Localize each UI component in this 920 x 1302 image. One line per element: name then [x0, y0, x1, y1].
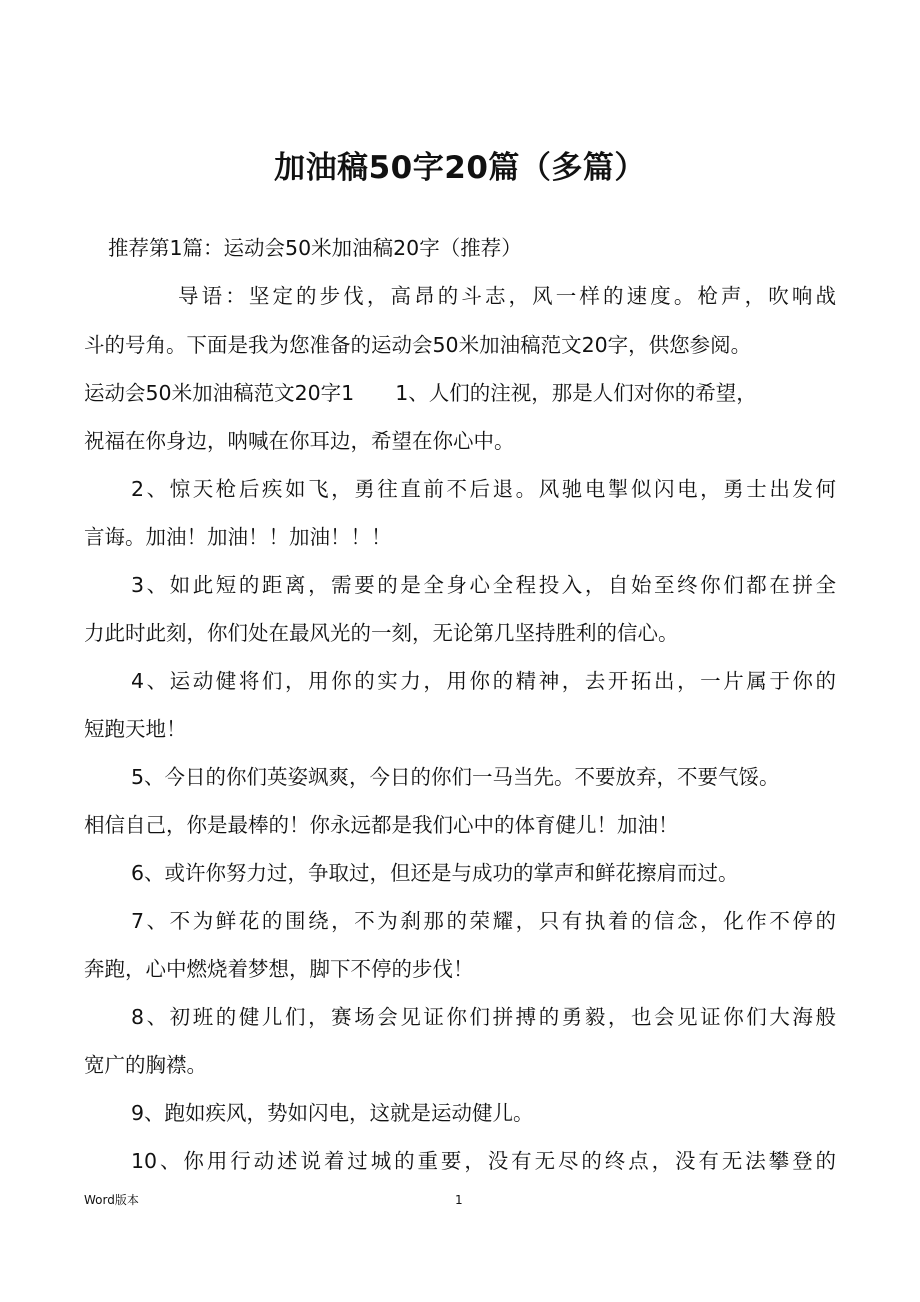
body-line: 导语：坚定的步伐，高昂的斗志，风一样的速度。枪声，吹响战 [178, 284, 836, 308]
paragraph-8-line-2: 宽广的胸襟。 [84, 1053, 207, 1077]
paragraph-4-line-2: 短跑天地！ [84, 717, 187, 741]
recommend-heading: 推荐第1篇：运动会50米加油稿20字（推荐） [108, 236, 522, 260]
paragraph-7-line-2: 奔跑，心中燃烧着梦想，脚下不停的步伐！ [84, 957, 474, 981]
body-line: 祝福在你身边，呐喊在你耳边，希望在你心中。 [84, 429, 515, 453]
paragraph-5-line-2: 相信自己，你是最棒的！你永远都是我们心中的体育健儿！加油！ [84, 813, 679, 837]
paragraph-9-line-1: 9、跑如疾风，势如闪电，这就是运动健儿。 [131, 1101, 534, 1125]
page-title: 加油稿50字20篇（多篇） [274, 150, 646, 186]
body-line: 斗的号角。下面是我为您准备的运动会50米加油稿范文20字，供您参阅。 [84, 333, 752, 357]
body-line: 运动会50米加油稿范文20字1 1、人们的注视，那是人们对你的希望， [84, 381, 757, 405]
paragraph-6-line-1: 6、或许你努力过，争取过，但还是与成功的掌声和鲜花擦肩而过。 [131, 861, 739, 885]
paragraph-2-line-2: 言诲。加油！加油！！加油！！！ [84, 525, 392, 549]
paragraph-10-line-1: 10、你用行动述说着过城的重要，没有无尽的终点，没有无法攀登的 [131, 1149, 836, 1173]
paragraph-2-line-1: 2、惊天枪后疾如飞，勇往直前不后退。风驰电掣似闪电，勇士出发何 [131, 477, 836, 501]
page-number: 1 [455, 1193, 463, 1207]
paragraph-5-line-1: 5、今日的你们英姿飒爽，今日的你们一马当先。不要放弃，不要气馁。 [131, 765, 780, 789]
paragraph-3-line-1: 3、如此短的距离，需要的是全身心全程投入，自始至终你们都在拼全 [131, 573, 836, 597]
paragraph-8-line-1: 8、初班的健儿们，赛场会见证你们拼搏的勇毅，也会见证你们大海般 [131, 1005, 836, 1029]
paragraph-7-line-1: 7、不为鲜花的围绕，不为刹那的荣耀，只有执着的信念，化作不停的 [131, 909, 836, 933]
paragraph-3-line-2: 力此时此刻，你们处在最风光的一刻，无论第几坚持胜利的信心。 [84, 621, 679, 645]
footer-label: Word版本 [84, 1193, 139, 1207]
paragraph-4-line-1: 4、运动健将们，用你的实力，用你的精神，去开拓出，一片属于你的 [131, 669, 836, 693]
